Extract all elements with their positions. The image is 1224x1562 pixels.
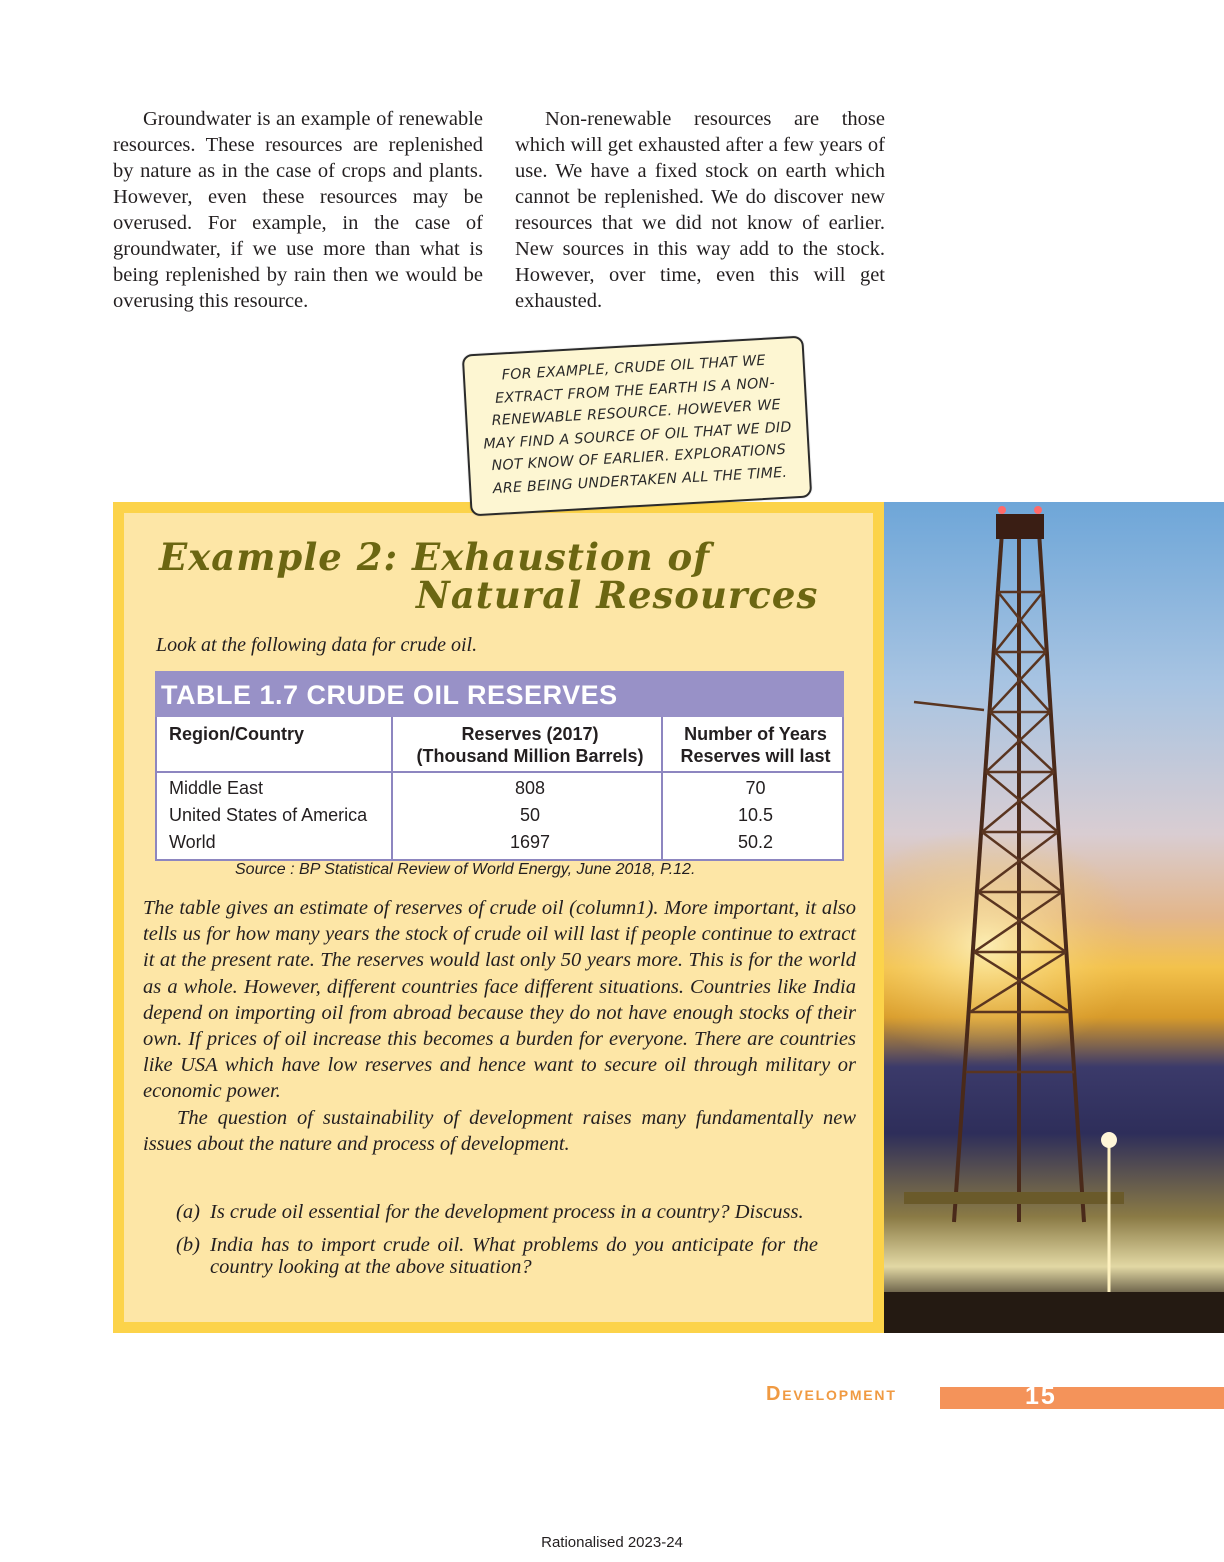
page-number: 15 [1025, 1382, 1057, 1410]
table-row [156, 802, 843, 829]
cell-region: United States of America [156, 802, 392, 829]
cell-region: Middle East [156, 772, 392, 802]
footer-bar [940, 1387, 1224, 1409]
table-title: TABLE 1.7 CRUDE OIL RESERVES [155, 671, 844, 717]
example-body [143, 895, 856, 1157]
question-text: Is crude oil essential for the development process in a country? Discuss. [210, 1201, 804, 1223]
data-table [155, 717, 844, 861]
callout-text: FOR EXAMPLE, CRUDE OIL THAT WE EXTRACT FROM THE EARTH IS A NON-RENEWABLE RESOURCE. HOWEVER WE MAY FIND A SOURCE OF OIL THAT WE DID NOT KNOW OF EARLIER. EXPLORATIONS ARE BEING UNDERTAKEN ALL THE TIME. [482, 352, 793, 497]
example-inner [124, 513, 873, 1322]
example-box [113, 502, 884, 1333]
example-paragraph-2: The question of sustainability of development raises many fundamentally new issues about the nature and process of development. [143, 1106, 856, 1155]
table-source: Source : BP Statistical Review of World Energy, June 2018, P.12. [235, 861, 696, 878]
example-title [159, 535, 819, 617]
oil-rig-photo [884, 502, 1224, 1333]
example-title-line2: Natural Resources [416, 573, 819, 617]
paragraph-non-renewable: Non-renewable resources are those which will get exhausted after a few years of use. We have a fixed stock on earth which cannot be replenished. We do discover new resources that we did not know of earlier. New sources in this way add to the stock. However, over time, even this will get exhausted. [515, 108, 885, 312]
question-text: India has to import crude oil. What problems do you anticipate for the country looking at the above situation? [210, 1234, 818, 1278]
table-row [156, 772, 843, 802]
question-label: (b) [176, 1234, 200, 1256]
crude-oil-table [155, 671, 844, 861]
header-reserves: Reserves (2017) (Thousand Million Barrels) [392, 717, 662, 772]
example-title-line1: Example 2: Exhaustion of [159, 535, 711, 579]
cell-years: 70 [745, 778, 766, 798]
cell-reserves: 1697 [392, 829, 662, 860]
cell-reserves: 808 [392, 772, 662, 802]
header-region: Region/Country [156, 717, 392, 772]
cell-years: 10.5 [737, 805, 774, 825]
question-label: (a) [176, 1201, 200, 1223]
footer-section-label: Development [766, 1383, 897, 1405]
left-column [113, 106, 483, 314]
oil-rig-icon [884, 502, 1224, 1333]
question-list [176, 1201, 818, 1289]
cell-reserves: 50 [392, 802, 662, 829]
rationalised-note: Rationalised 2023-24 [541, 1534, 683, 1551]
example-intro: Look at the following data for crude oil. [156, 634, 478, 656]
table-header-row [156, 717, 843, 772]
right-column [515, 106, 885, 314]
example-paragraph-1: The table gives an estimate of reserves of crude oil (column1). More important, it also tells us for how many years the stock of crude oil will last if people continue to extract it at the present rate. The reserves would last only 50 years more. This is for the world as a whole. However, different countries face different situations. Countries like India depend on importing oil from abroad because they do not have enough stocks of their own. If prices of oil increase this becomes a burden for everyone. There are countries like USA which have low reserves and hence want to secure oil through military or economic power. [143, 897, 856, 1103]
cell-years: 50.2 [737, 832, 774, 852]
paragraph-renewable: Groundwater is an example of renewable resources. These resources are replenished by nature as in the case of crops and plants. However, even these resources may be overused. For example, in the case of groundwater, if we use more than what is being replenished by rain then we would be overusing this resource. [113, 108, 483, 312]
callout-note [462, 336, 813, 517]
question-item [176, 1201, 818, 1223]
question-item [176, 1234, 818, 1278]
header-years: Number of Years Reserves will last [662, 717, 843, 772]
table-row [156, 829, 843, 860]
cell-region: World [156, 829, 392, 860]
